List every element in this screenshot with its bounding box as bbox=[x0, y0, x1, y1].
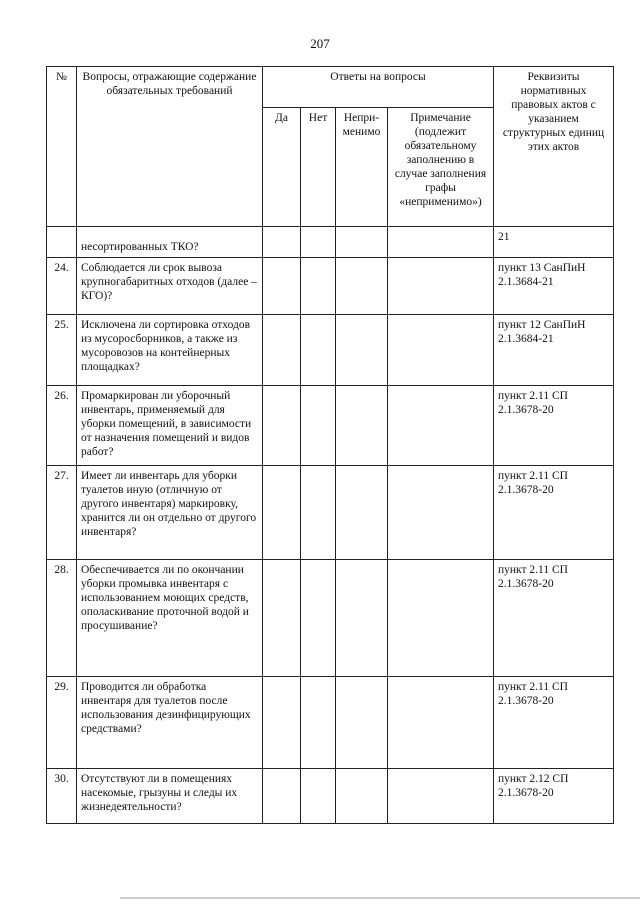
cell-yes[interactable] bbox=[263, 315, 301, 386]
cell-ref: пункт 12 СанПиН 2.1.3684-21 bbox=[494, 315, 614, 386]
scan-edge-line bbox=[120, 897, 640, 899]
table-row bbox=[47, 315, 614, 386]
cell-na[interactable] bbox=[336, 315, 388, 386]
cell-num: 30. bbox=[47, 769, 77, 824]
header-requisites: Реквизиты нормативных правовых актов с указанием структурных единиц этих актов bbox=[494, 67, 614, 227]
cell-num: 29. bbox=[47, 677, 77, 769]
cell-note[interactable] bbox=[388, 769, 494, 824]
cell-yes[interactable] bbox=[263, 560, 301, 677]
cell-yes[interactable] bbox=[263, 386, 301, 466]
cell-num: 28. bbox=[47, 560, 77, 677]
cell-yes[interactable] bbox=[263, 227, 301, 258]
cell-na[interactable] bbox=[336, 227, 388, 258]
cell-num: 24. bbox=[47, 258, 77, 315]
header-note: Примечание (подлежит обязательному заполнению в случае заполнения графы «неприменимо») bbox=[388, 108, 494, 227]
cell-question: несортированных ТКО? bbox=[77, 227, 263, 258]
cell-yes[interactable] bbox=[263, 769, 301, 824]
table-row-continuation bbox=[47, 227, 614, 258]
cell-yes[interactable] bbox=[263, 466, 301, 560]
cell-num: 25. bbox=[47, 315, 77, 386]
cell-note[interactable] bbox=[388, 466, 494, 560]
cell-na[interactable] bbox=[336, 466, 388, 560]
cell-question: Промаркирован ли уборочный инвентарь, применяемый для уборки помещений, в зависимости от назначения помещений и видов работ? bbox=[77, 386, 263, 466]
cell-question: Отсутствуют ли в помещениях насекомые, грызуны и следы их жизнедеятельности? bbox=[77, 769, 263, 824]
cell-note[interactable] bbox=[388, 677, 494, 769]
cell-ref: пункт 2.11 СП 2.1.3678-20 bbox=[494, 677, 614, 769]
checklist-table bbox=[46, 66, 614, 824]
header-row-1 bbox=[47, 67, 614, 108]
header-question: Вопросы, отражающие содержание обязательных требований bbox=[77, 67, 263, 227]
cell-yes[interactable] bbox=[263, 677, 301, 769]
table-row bbox=[47, 769, 614, 824]
header-na: Непри-менимо bbox=[336, 108, 388, 227]
table-row bbox=[47, 466, 614, 560]
cell-no[interactable] bbox=[301, 466, 336, 560]
cell-ref: пункт 13 СанПиН 2.1.3684-21 bbox=[494, 258, 614, 315]
header-answers: Ответы на вопросы bbox=[263, 67, 494, 108]
cell-note[interactable] bbox=[388, 560, 494, 677]
cell-na[interactable] bbox=[336, 560, 388, 677]
cell-num bbox=[47, 227, 77, 258]
table-row bbox=[47, 258, 614, 315]
cell-question: Исключена ли сортировка отходов из мусоросборников, а также из мусоровозов на контейнерных площадках? bbox=[77, 315, 263, 386]
cell-ref: пункт 2.11 СП 2.1.3678-20 bbox=[494, 560, 614, 677]
table-row bbox=[47, 560, 614, 677]
cell-num: 26. bbox=[47, 386, 77, 466]
cell-na[interactable] bbox=[336, 386, 388, 466]
table-row bbox=[47, 386, 614, 466]
cell-note[interactable] bbox=[388, 258, 494, 315]
header-yes: Да bbox=[263, 108, 301, 227]
cell-no[interactable] bbox=[301, 769, 336, 824]
cell-ref: пункт 2.11 СП 2.1.3678-20 bbox=[494, 386, 614, 466]
cell-no[interactable] bbox=[301, 560, 336, 677]
cell-na[interactable] bbox=[336, 258, 388, 315]
cell-question: Соблюдается ли срок вывоза крупногабаритных отходов (далее – КГО)? bbox=[77, 258, 263, 315]
page-number: 207 bbox=[310, 36, 330, 51]
cell-no[interactable] bbox=[301, 386, 336, 466]
header-no: Нет bbox=[301, 108, 336, 227]
cell-no[interactable] bbox=[301, 315, 336, 386]
cell-na[interactable] bbox=[336, 677, 388, 769]
cell-question: Имеет ли инвентарь для уборки туалетов иную (отличную от другого инвентаря) маркировку, хранится ли он отдельно от другого инвентаря? bbox=[77, 466, 263, 560]
cell-no[interactable] bbox=[301, 258, 336, 315]
cell-question: Проводится ли обработка инвентаря для туалетов после использования дезинфицирующих средствами? bbox=[77, 677, 263, 769]
cell-no[interactable] bbox=[301, 677, 336, 769]
cell-ref: 21 bbox=[494, 227, 614, 258]
cell-num: 27. bbox=[47, 466, 77, 560]
cell-ref: пункт 2.11 СП 2.1.3678-20 bbox=[494, 466, 614, 560]
cell-note[interactable] bbox=[388, 227, 494, 258]
cell-na[interactable] bbox=[336, 769, 388, 824]
cell-question: Обеспечивается ли по окончании уборки промывка инвентаря с использованием моющих средств, ополаскивание проточной водой и просушивание? bbox=[77, 560, 263, 677]
cell-note[interactable] bbox=[388, 386, 494, 466]
cell-yes[interactable] bbox=[263, 258, 301, 315]
table-row bbox=[47, 677, 614, 769]
header-num: № bbox=[47, 67, 77, 227]
cell-note[interactable] bbox=[388, 315, 494, 386]
cell-no[interactable] bbox=[301, 227, 336, 258]
cell-ref: пункт 2.12 СП 2.1.3678-20 bbox=[494, 769, 614, 824]
